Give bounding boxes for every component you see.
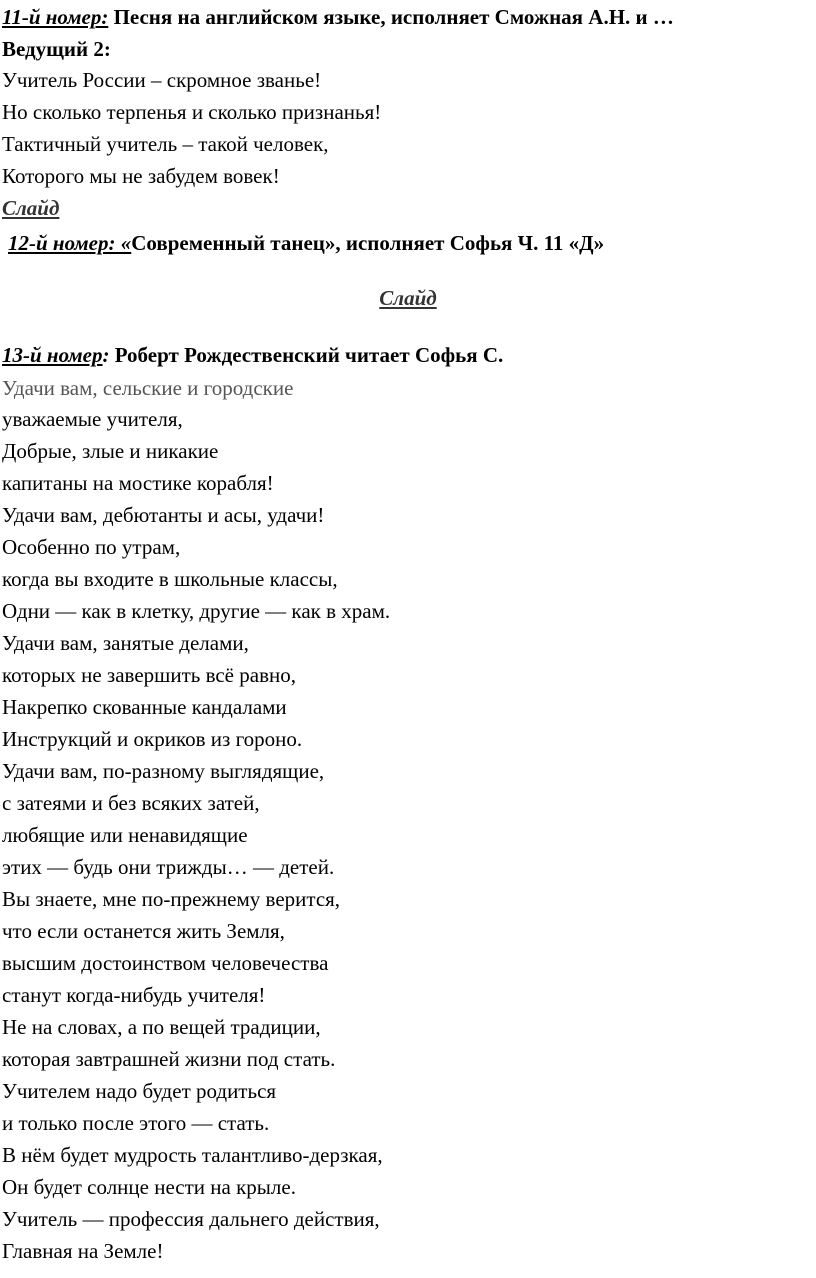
poem2-line: Удачи вам, занятые делами, [2, 631, 249, 655]
poem2-line: уважаемые учителя, [2, 407, 183, 431]
item-12-text: Современный танец», исполняет Софья Ч. 11 «Д» [131, 231, 605, 255]
item-11-number: 11-й номер: [2, 5, 109, 29]
poem1-line: Но сколько терпенья и сколько признанья! [2, 100, 382, 124]
poem2-line: капитаны на мостике корабля! [2, 471, 274, 495]
poem2-line: Учитель — профессия дальнего действия, [2, 1207, 380, 1231]
poem2-line: Вы знаете, мне по-прежнему верится, [2, 887, 341, 911]
poem2-line: когда вы входите в школьные классы, [2, 567, 338, 591]
poem2-line: Одни — как в клетку, другие — как в храм. [2, 599, 391, 623]
poem2-line: которая завтрашней жизни под стать. [2, 1047, 336, 1071]
poem2-line: с затеями и без всяких затей, [2, 791, 260, 815]
host-2-label: Ведущий 2: [2, 37, 111, 61]
item-13-number: 13-й номер [2, 343, 103, 367]
poem2-line: Добрые, злые и никакие [2, 439, 219, 463]
item-13-line [2, 342, 503, 368]
poem2-line: любящие или ненавидящие [2, 823, 248, 847]
poem1-line: Тактичный учитель – такой человек, [2, 132, 329, 156]
poem2-line: Особенно по утрам, [2, 535, 181, 559]
poem2-line: Удачи вам, сельские и городские [2, 376, 294, 400]
poem2-line: Удачи вам, дебютанты и асы, удачи! [2, 503, 325, 527]
slide-label-centered: Слайд [379, 286, 437, 310]
poem2-line: Инструкций и окриков из гороно. [2, 727, 303, 751]
item-13-colon: : [102, 343, 110, 367]
poem1-line: Учитель России – скромное званье! [2, 68, 322, 92]
poem2-line: Учителем надо будет родиться [2, 1079, 277, 1103]
poem2-line: которых не завершить всё равно, [2, 663, 296, 687]
poem2-line: и только после этого — стать. [2, 1111, 270, 1135]
slide-label: Слайд [2, 196, 60, 220]
poem2-line: высшим достоинством человечества [2, 951, 329, 975]
poem2-line: Удачи вам, по-разному выглядящие, [2, 759, 325, 783]
item-12-number: 12-й номер: « [8, 231, 132, 255]
item-11-line [2, 4, 674, 30]
item-11-text: Песня на английском языке, исполняет Сможная А.Н. и … [108, 5, 674, 29]
poem2-line: Не на словах, а по вещей традиции, [2, 1015, 321, 1039]
item-13-text: Роберт Рождественский читает Софья С. [109, 343, 504, 367]
poem2-line: В нём будет мудрость талантливо-дерзкая, [2, 1143, 383, 1167]
poem1-line: Которого мы не забудем вовек! [2, 164, 280, 188]
item-12-line [8, 230, 604, 256]
poem2-line: Он будет солнце нести на крыле. [2, 1175, 296, 1199]
poem2-line: станут когда-нибудь учителя! [2, 983, 266, 1007]
poem2-line: что если останется жить Земля, [2, 919, 285, 943]
poem2-line: Накрепко скованные кандалами [2, 695, 287, 719]
poem2-line: этих — будь они трижды… — детей. [2, 855, 335, 879]
poem2-line: Главная на Земле! [2, 1239, 164, 1263]
